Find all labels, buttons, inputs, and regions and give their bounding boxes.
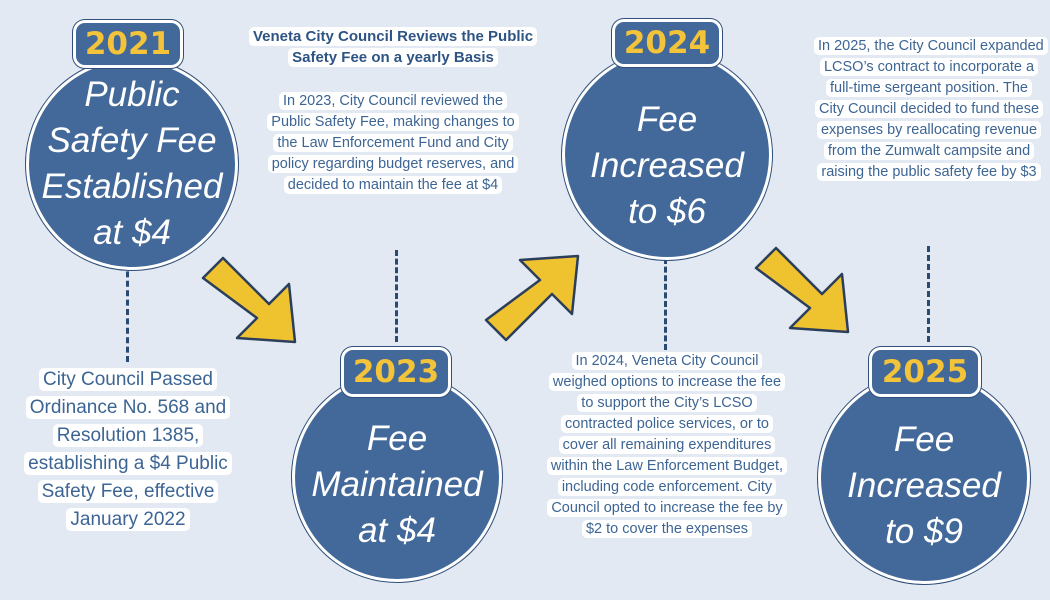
connector-2023 xyxy=(395,250,398,342)
connector-2025 xyxy=(927,246,930,342)
arrow-up-right-icon xyxy=(478,250,588,350)
arrow-down-right-icon xyxy=(195,250,315,350)
connector-2021 xyxy=(126,262,129,362)
description-2025: In 2025, the City Council expanded LCSO’s contract to incorporate a full-time sergeant position. The City Council decided to fund these expenses by reallocating revenue from the Zumwalt campsite and raising the public safety fee by $3 xyxy=(814,36,1044,183)
description-2021: City Council Passed Ordinance No. 568 and Resolution 1385, establishing a $4 Public Safety Fee, effective January 2022 xyxy=(18,366,238,534)
year-badge-2021: 2021 xyxy=(73,20,183,68)
milestone-circle-2021: Public Safety Fee Established at $4 xyxy=(26,58,238,270)
year-badge-2024: 2024 xyxy=(612,19,722,67)
year-badge-2023: 2023 xyxy=(341,347,451,397)
connector-2024 xyxy=(664,258,667,350)
year-badge-2025: 2025 xyxy=(869,347,981,397)
milestone-circle-2023: Fee Maintained at $4 xyxy=(292,372,502,582)
description-2023: In 2023, City Council reviewed the Public Safety Fee, making changes to the Law Enforcement Fund and City policy regarding budget reserves, and decided to maintain the fee at $4 xyxy=(262,91,524,196)
header-note: Veneta City Council Reviews the Public Safety Fee on a yearly Basis xyxy=(248,26,538,68)
milestone-circle-2025: Fee Increased to $9 xyxy=(818,372,1030,584)
milestone-circle-2024: Fee Increased to $6 xyxy=(562,50,772,260)
description-2024: In 2024, Veneta City Council weighed options to increase the fee to support the City’s LCSO contracted police services, or to cover all remaining expenditures within the Law Enforcement Budget, including code enforcement. City Council opted to increase the fee by $2 to cover the expenses xyxy=(546,351,788,540)
arrow-down-right-icon xyxy=(748,240,868,340)
